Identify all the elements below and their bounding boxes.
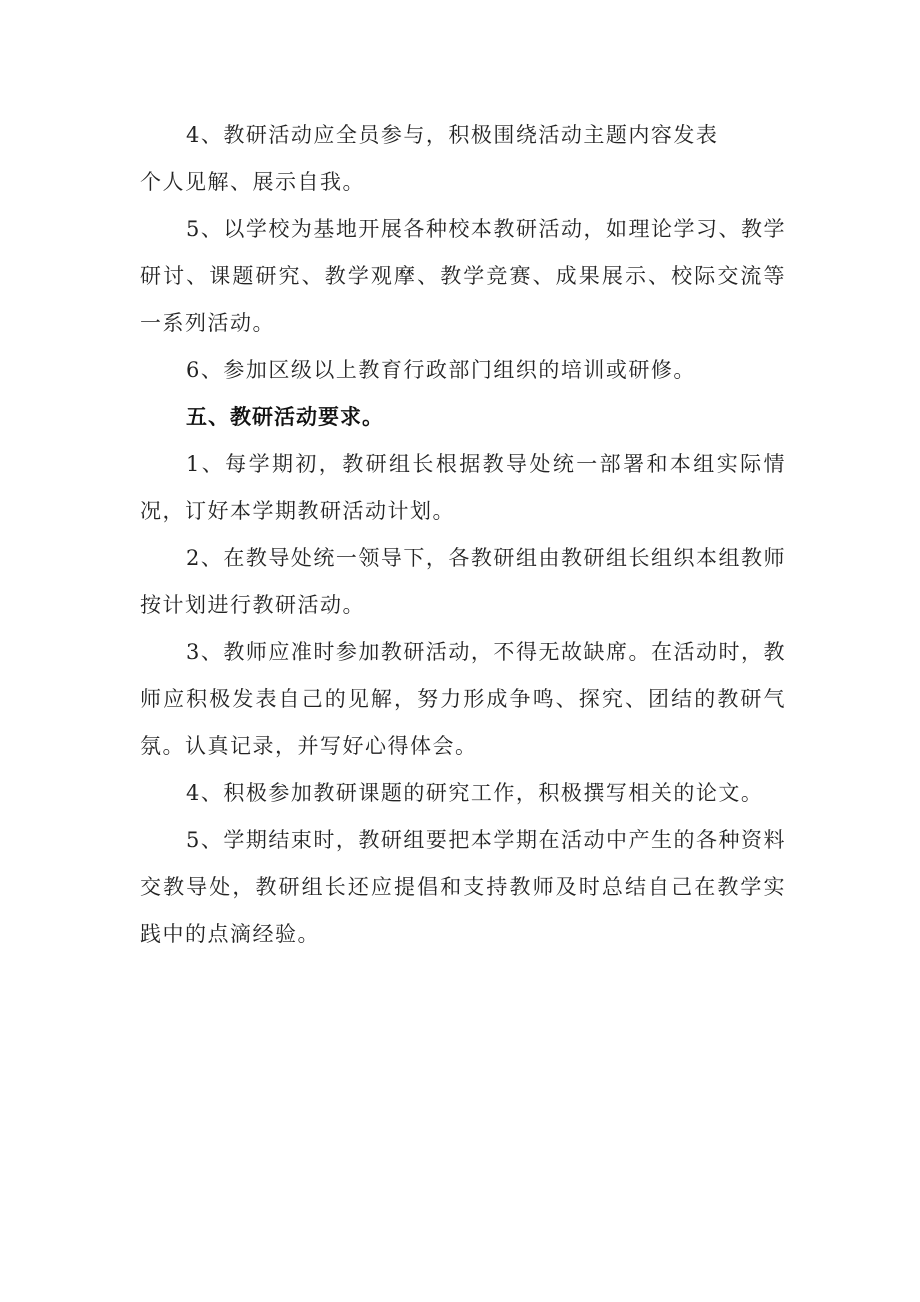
requirement-item-4: 4、积极参加教研课题的研究工作，积极撰写相关的论文。 (186, 781, 764, 805)
requirement-item-3: 3、教师应准时参加教研活动，不得无故缺席。在活动时，教师应积极发表自己的见解，努力形成争鸣、探究、团结的教研气氛。认真记录，并写好心得体会。 (140, 640, 786, 758)
paragraph-item-6-activity: 6、参加区级以上教育行政部门组织的培训或研修。 (186, 358, 696, 382)
requirement-item-5: 5、学期结束时，教研组要把本学期在活动中产生的各种资料交教导处，教研组长还应提倡和支持教师及时总结自己在教学实践中的点滴经验。 (140, 828, 786, 946)
document-body (140, 112, 786, 958)
paragraph-item-4-continuation: 个人见解、展示自我。 (140, 170, 365, 194)
requirement-item-2: 2、在教导处统一领导下，各教研组由教研组长组织本组教师按计划进行教研活动。 (140, 546, 786, 617)
paragraph-item-4-activity: 4、教研活动应全员参与，积极围绕活动主题内容发表 (186, 123, 719, 147)
section-heading: 五、教研活动要求。 (186, 405, 384, 429)
paragraph-item-5-activity: 5、以学校为基地开展各种校本教研活动，如理论学习、教学研讨、课题研究、教学观摩、教学竞赛、成果展示、校际交流等一系列活动。 (140, 217, 786, 335)
requirement-item-1: 1、每学期初，教研组长根据教导处统一部署和本组实际情况，订好本学期教研活动计划。 (140, 452, 786, 523)
